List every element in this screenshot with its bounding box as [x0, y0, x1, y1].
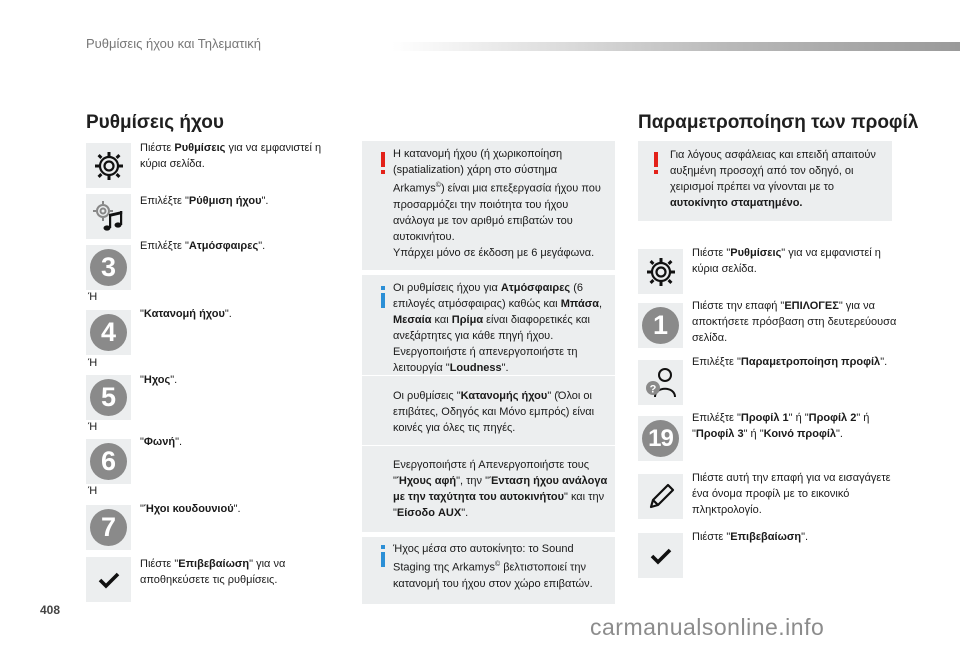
step-number-6-icon: 6	[86, 439, 131, 484]
profile-settings-icon	[638, 360, 683, 405]
settings-gear-icon	[86, 143, 131, 188]
step-text-4: "Κατανομή ήχου".	[140, 308, 232, 320]
info-box-sound-staging: Ήχος μέσα στο αυτοκίνητο: το Sound Staging της Arkamys© βελτιστοποιεί την κατανομή του ήχου στον χώρο επιβατών.	[362, 537, 615, 604]
info-icon	[381, 545, 385, 567]
header-gradient-bar	[392, 42, 960, 51]
box-divider	[362, 375, 615, 376]
step-text-7: "Ήχοι κουδουνιού".	[140, 503, 241, 515]
svg-text:?: ?	[649, 383, 656, 395]
site-watermark: carmanualsonline.info	[590, 614, 825, 640]
or-label: Ή	[88, 291, 98, 303]
warning-exclamation-icon	[654, 152, 658, 174]
profile-step-text-3: Επιλέξτε "Παραμετροποίηση προφίλ".	[692, 356, 888, 368]
step-number-4-icon: 4	[86, 310, 131, 355]
step-text-2: Επιλέξτε "Ρύθμιση ήχου".	[140, 195, 269, 207]
step-text-3: Επιλέξτε "Ατμόσφαιρες".	[140, 240, 266, 252]
step-number-5-icon: 5	[86, 375, 131, 420]
profile-step-text-1: Πιέστε "Ρυθμίσεις" για να εμφανιστεί η κύρια σελίδα.	[692, 247, 881, 275]
step-number-7-icon: 7	[86, 505, 131, 550]
checkmark-icon	[86, 557, 131, 602]
section-heading-sound-settings: Ρυθμίσεις ήχου	[86, 112, 224, 133]
music-settings-icon	[86, 194, 131, 239]
settings-gear-icon	[638, 249, 683, 294]
profile-step-text-2: Πιέστε την επαφή "ΕΠΙΛΟΓΕΣ" για να αποκτήσετε πρόσβαση στη δευτερεύουσα σελίδα.	[692, 300, 897, 344]
pencil-icon	[638, 474, 683, 519]
step-text-6: "Φωνή".	[140, 436, 183, 448]
step-number-1-icon: 1	[638, 303, 683, 348]
step-text-8: Πιέστε "Επιβεβαίωση" για να αποθηκεύσετε τις ρυθμίσεις.	[140, 558, 286, 586]
page-number: 408	[40, 603, 61, 617]
checkmark-icon	[638, 533, 683, 578]
profile-step-text-6: Πιέστε "Επιβεβαίωση".	[692, 531, 809, 543]
warning-box-safety: Για λόγους ασφάλειας και επειδή απαιτούν αυξημένη προσοχή από τον οδηγό, οι χειρισμοί πρέπει να γίνονται με το αυτοκίνητο σταματημένο.	[638, 141, 892, 221]
profile-step-text-5: Πιέστε αυτή την επαφή για να εισαγάγετε ένα όνομα προφίλ με το εικονικό πληκτρολογίο.	[692, 472, 891, 516]
box-divider	[362, 445, 615, 446]
step-number-19-icon: 19	[638, 416, 683, 461]
warning-exclamation-icon	[381, 152, 385, 174]
info-icon	[381, 286, 385, 308]
page-header-title: Ρυθμίσεις ήχου και Τηλεματική	[86, 36, 262, 51]
warning-box-sound-distribution: Η κατανομή ήχου (ή χωρικοποίηση (spatialization) χάρη στο σύστημα Arkamys©) είναι μια επεξεργασία ήχου που προσαρμόζει την ποιότητα του ήχου ανάλογα με τον αριθμό επιβατών του αυτοκινήτου. Υπάρχει μόνο σε έκδοση με 6 μεγάφωνα.	[362, 141, 615, 270]
info-box-sound-settings: Οι ρυθμίσεις ήχου για Ατμόσφαιρες (6 επιλογές ατμόσφαιρας) καθώς και Μπάσα, Μεσαία και Πρίμα είναι διαφορετικές και ανεξάρτητες για κάθε πηγή ήχου. Ενεργοποιήστε ή απενεργοποιήστε τη λειτουργία "Loudness". Οι ρυθμίσεις "Κατανομής ήχου" (Όλοι οι επιβάτες, Οδηγός και Μόνο εμπρός) είναι κοινές για όλες τις πηγές. Ενεργοποιήστε ή Απενεργοποιήστε τους "Ήχους αφή", την "Ένταση ήχου ανάλογα με την ταχύτητα του αυτοκινήτου" και την "Είσοδο AUX".	[362, 275, 615, 532]
step-text-5: "Ηχος".	[140, 374, 178, 386]
or-label: Ή	[88, 485, 98, 497]
step-text-1: Πιέστε Ρυθμίσεις για να εμφανιστεί η κύρια σελίδα.	[140, 142, 322, 170]
section-heading-profile-settings: Παραμετροποίηση των προφίλ	[638, 112, 919, 133]
step-number-3-icon: 3	[86, 245, 131, 290]
or-label: Ή	[88, 421, 98, 433]
profile-step-text-4: Επιλέξτε "Προφίλ 1" ή "Προφίλ 2" ή "Προφίλ 3" ή "Κοινό προφίλ".	[692, 412, 870, 440]
or-label: Ή	[88, 357, 98, 369]
